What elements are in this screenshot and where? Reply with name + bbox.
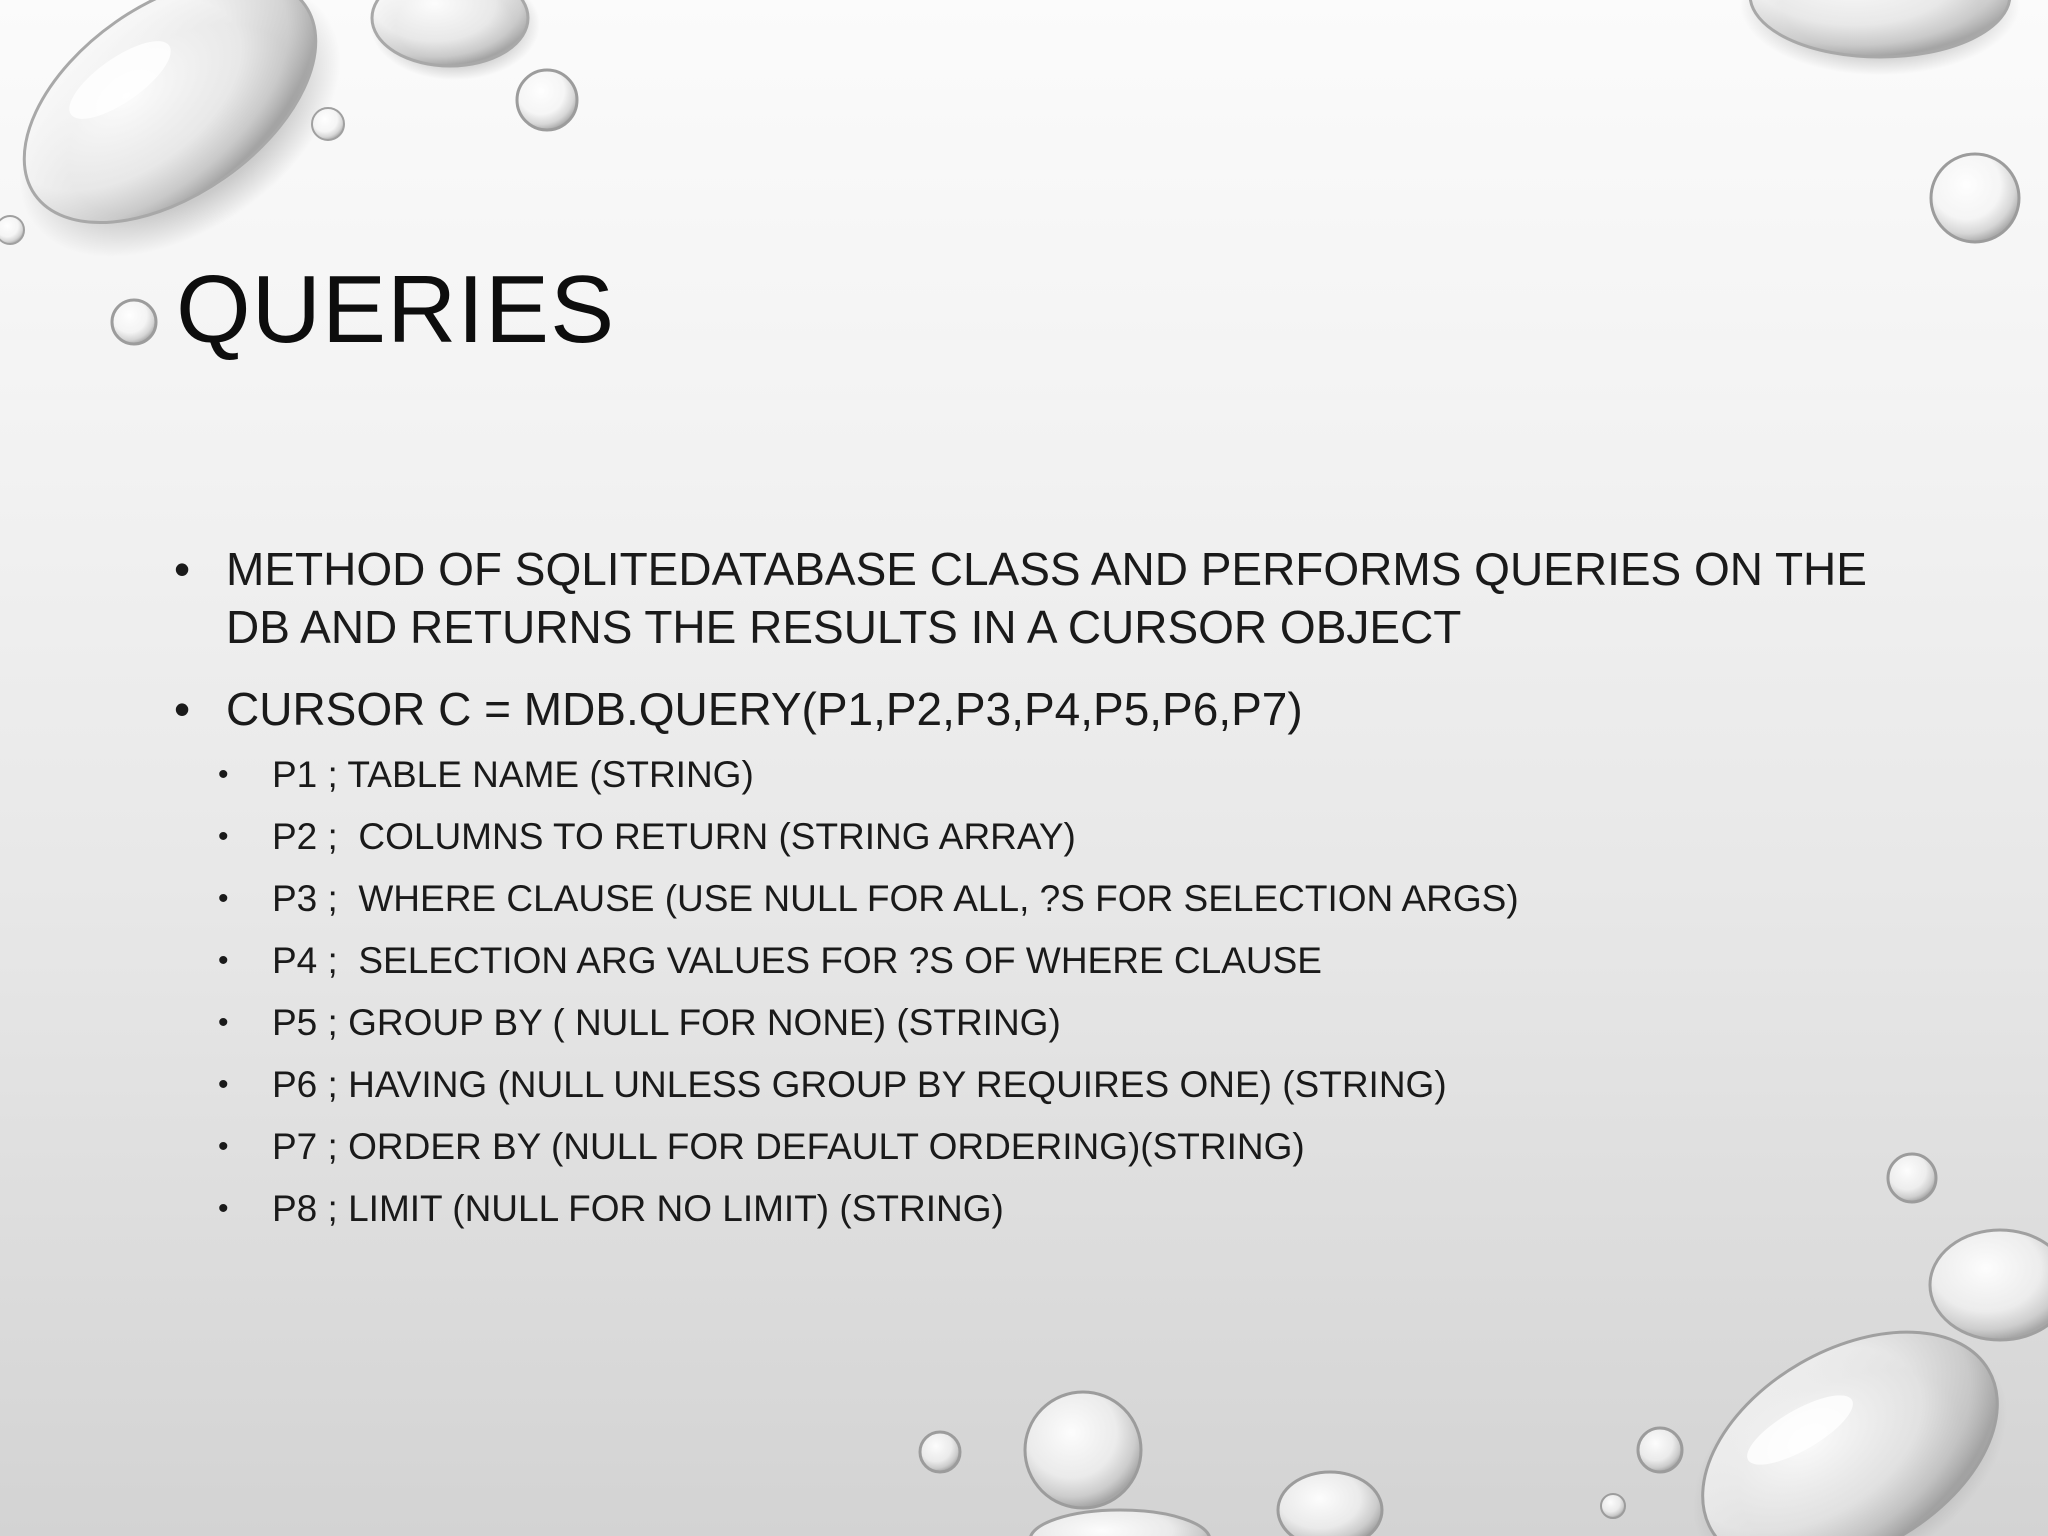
sub-bullet-text: P7 ; ORDER BY (NULL FOR DEFAULT ORDERING)(STRING) bbox=[272, 1126, 1305, 1167]
sub-bullet-item bbox=[170, 1054, 1870, 1116]
sub-bullet-text: P4 ; SELECTION ARG VALUES FOR ?S OF WHERE CLAUSE bbox=[272, 940, 1322, 981]
bullet-text: METHOD OF SQLITEDATABASE CLASS AND PERFORMS QUERIES ON THE DB AND RETURNS THE RESULTS IN A CURSOR OBJECT bbox=[226, 543, 1867, 653]
droplet-bottom-right-medium bbox=[1930, 1230, 2048, 1340]
bullet-item bbox=[170, 680, 1870, 1240]
bullet-list bbox=[170, 540, 1870, 1264]
bullet-text: CURSOR C = MDB.QUERY(P1,P2,P3,P4,P5,P6,P7) bbox=[226, 683, 1303, 735]
sub-bullet-dot: • bbox=[218, 1006, 229, 1039]
sub-bullet-item bbox=[170, 744, 1870, 806]
sub-bullet-item bbox=[170, 806, 1870, 868]
droplet-right-2 bbox=[1888, 1154, 1936, 1202]
sub-bullet-item bbox=[170, 992, 1870, 1054]
sub-bullet-list bbox=[218, 744, 1870, 1240]
sub-bullet-text: P8 ; LIMIT (NULL FOR NO LIMIT) (STRING) bbox=[272, 1188, 1004, 1229]
sub-bullet-text: P1 ; TABLE NAME (STRING) bbox=[272, 754, 754, 795]
droplet-bottom-small-1 bbox=[1638, 1428, 1682, 1472]
bullet-dot: • bbox=[174, 543, 191, 595]
sub-bullet-dot: • bbox=[218, 1068, 229, 1101]
droplet-bottom-center-3 bbox=[1278, 1472, 1382, 1536]
sub-bullet-dot: • bbox=[218, 1130, 229, 1163]
droplet-bottom-center-1 bbox=[1025, 1392, 1141, 1508]
sub-bullet-item bbox=[170, 868, 1870, 930]
droplet-top-left-medium bbox=[370, 0, 540, 80]
droplet-right-1 bbox=[1931, 154, 2019, 242]
bullet-dot: • bbox=[174, 683, 191, 735]
sub-bullet-text: P5 ; GROUP BY ( NULL FOR NONE) (STRING) bbox=[272, 1002, 1061, 1043]
sub-bullet-dot: • bbox=[218, 820, 229, 853]
droplet-title-bullet bbox=[112, 300, 156, 344]
droplet-small-3 bbox=[0, 216, 24, 244]
droplet-bottom-small-2 bbox=[1601, 1494, 1625, 1518]
sub-bullet-item bbox=[170, 1178, 1870, 1240]
sub-bullet-dot: • bbox=[218, 944, 229, 977]
droplet-small-1 bbox=[517, 70, 577, 130]
sub-bullet-text: P3 ; WHERE CLAUSE (USE NULL FOR ALL, ?S FOR SELECTION ARGS) bbox=[272, 878, 1519, 919]
sub-bullet-dot: • bbox=[218, 882, 229, 915]
sub-bullet-dot: • bbox=[218, 758, 229, 791]
sub-bullet-text: P6 ; HAVING (NULL UNLESS GROUP BY REQUIRES ONE) (STRING) bbox=[272, 1064, 1447, 1105]
sub-bullet-dot: • bbox=[218, 1192, 229, 1225]
bullet-item bbox=[170, 540, 1870, 656]
droplet-top-right-large bbox=[1740, 0, 2020, 75]
droplet-bottom-center-2 bbox=[920, 1432, 960, 1472]
sub-bullet-text: P2 ; COLUMNS TO RETURN (STRING ARRAY) bbox=[272, 816, 1076, 857]
sub-bullet-item bbox=[170, 930, 1870, 992]
slide-title: QUERIES bbox=[176, 256, 616, 363]
droplet-bottom-center-4 bbox=[1030, 1510, 1210, 1536]
sub-bullet-item bbox=[170, 1116, 1870, 1178]
droplet-small-2 bbox=[312, 108, 344, 140]
